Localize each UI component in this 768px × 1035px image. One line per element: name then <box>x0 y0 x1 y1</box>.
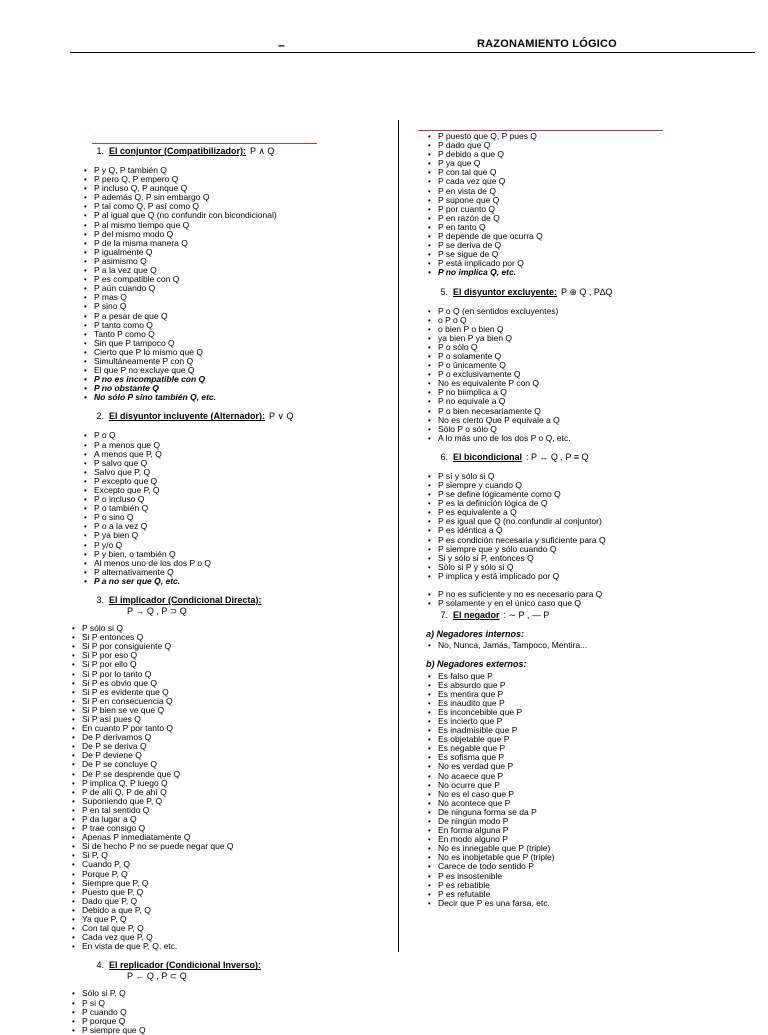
bicondicional-list <box>426 472 746 581</box>
list-item: • P mas Q <box>82 293 382 302</box>
list-item: • P es la definición lógica de Q <box>426 499 746 508</box>
list-item: • Si P por consiguiente Q <box>70 642 382 651</box>
column-divider <box>398 120 399 952</box>
list-item: • Si P es evidente que Q <box>70 688 382 697</box>
list-item: • P aún cuando Q <box>82 284 382 293</box>
list-item: • Salvo que P, Q <box>82 468 382 477</box>
section-number: 3. <box>96 595 104 606</box>
list-item: • Es inaudito que P <box>426 699 746 708</box>
list-item: • o P o Q <box>426 316 746 325</box>
list-item: • P trae consigo Q <box>70 824 382 833</box>
list-item: • ya bien P ya bien Q <box>426 334 746 343</box>
section-number: 4. <box>96 960 104 971</box>
list-item: • P sí y sólo si Q <box>426 472 746 481</box>
section-number: 2. <box>96 411 104 422</box>
list-item: • No, Nunca, Jamás, Tampoco, Mentira... <box>426 641 746 650</box>
negadores-internos-list <box>426 641 746 650</box>
list-item: • P o Q <box>82 431 382 440</box>
list-item: • Sólo P o sólo Q <box>426 425 746 434</box>
list-item: • En cuanto P por tanto Q <box>70 724 382 733</box>
list-item: • P implica y está implicado por Q <box>426 572 746 581</box>
list-item: • P sino Q <box>82 302 382 311</box>
list-item: • Es sofisma que P <box>426 753 746 762</box>
list-item: • A menos que P, Q <box>82 450 382 459</box>
list-item: • No es verdad que P <box>426 762 746 771</box>
list-item: • P o sólo Q <box>426 343 746 352</box>
list-item: • P incluso Q, P aunque Q <box>82 184 382 193</box>
list-item: • P es rebatible <box>426 881 746 890</box>
list-item: • No es cierto Que P equivale a Q <box>426 416 746 425</box>
list-item: • Carece de todo sentido P <box>426 862 746 871</box>
list-item: • P dado que Q <box>426 141 746 150</box>
list-item: • P ya que Q <box>426 159 746 168</box>
list-item: • En forma alguna P <box>426 826 746 835</box>
list-item: • De P se deriva Q <box>70 742 382 751</box>
list-item: • P en tal sentido Q <box>70 806 382 815</box>
list-item: • P además Q, P sin embargo Q <box>82 193 382 202</box>
list-item: • P se sigue de Q <box>426 250 746 259</box>
list-item: • Debido a que P, Q <box>70 906 382 915</box>
list-item: • No es el caso que P <box>426 790 746 799</box>
list-item: • P por cuanto Q <box>426 205 746 214</box>
list-item: • P o bien necesariamente Q <box>426 407 746 416</box>
list-item: • P siempre que Q <box>70 1026 382 1035</box>
list-item: • P se define lógicamente como Q <box>426 490 746 499</box>
section-formula: : P ↔ Q , P ≡ Q <box>526 451 589 462</box>
list-item: • Siempre que P, Q <box>70 879 382 888</box>
section-name: El disyuntor excluyente: <box>453 286 558 297</box>
list-item: • P da lugar a Q <box>70 815 382 824</box>
list-item: • P es igual que Q (no confundir al conjuntor) <box>426 517 746 526</box>
list-item: • P no obstante Q <box>82 384 382 393</box>
list-item: • Sin que P tampoco Q <box>82 339 382 348</box>
list-item: • Al menos uno de los dos P o Q <box>82 559 382 568</box>
list-item: • De P se desprende que Q <box>70 770 382 779</box>
list-item: • P al igual que Q (no confundir con bicondicional) <box>82 211 382 220</box>
list-item: • Es falso que P <box>426 672 746 681</box>
list-item: • P implica Q, P luego Q <box>70 779 382 788</box>
section-name: El replicador (Condicional Inverso): <box>109 960 262 971</box>
list-item: • Excepto que P, Q <box>82 486 382 495</box>
list-item: • P a pesar de que Q <box>82 312 382 321</box>
list-item: • Cuando P, Q <box>70 860 382 869</box>
list-item: • P a no ser que Q, etc. <box>82 577 382 586</box>
list-item: • P cuando Q <box>70 1008 382 1017</box>
list-item: • Ya que P, Q <box>70 915 382 924</box>
list-item: • P al mismo tiempo que Q <box>82 221 382 230</box>
list-item: • P supone que Q <box>426 196 746 205</box>
list-item: • Es mentira que P <box>426 690 746 699</box>
left-column <box>82 146 382 1035</box>
list-item: • P o también Q <box>82 504 382 513</box>
list-item: • o bien P o bien Q <box>426 325 746 334</box>
list-item: • Si de hecho P no se puede negar que Q <box>70 842 382 851</box>
list-item: • P sólo si Q <box>70 624 382 633</box>
list-item: • P o a la vez Q <box>82 522 382 531</box>
list-item: • P siempre que y sólo cuando Q <box>426 545 746 554</box>
list-item: • Dado que P, Q <box>70 897 382 906</box>
list-item: • P cada vez que Q <box>426 177 746 186</box>
section-number: 7. <box>440 610 448 621</box>
list-item: • Si P entonces Q <box>70 633 382 642</box>
list-item: • P salvo que Q <box>82 459 382 468</box>
list-item: • P con tal que Q <box>426 168 746 177</box>
list-item: • P siempre y cuando Q <box>426 481 746 490</box>
section-name: El disyuntor incluyente (Alternador): <box>109 411 266 422</box>
list-item: • P ya bien Q <box>82 531 382 540</box>
list-item: • Decir que P es una farsa, etc. <box>426 899 746 908</box>
list-item: • P en razón de Q <box>426 214 746 223</box>
list-item: • P es insostenible <box>426 872 746 881</box>
list-item: • P en tanto Q <box>426 223 746 232</box>
list-item: • Simultáneamente P con Q <box>82 357 382 366</box>
list-item: • Si P por eso Q <box>70 651 382 660</box>
list-item: • P excepto que Q <box>82 477 382 486</box>
list-item: • No es equivalente P con Q <box>426 379 746 388</box>
list-item: • P es idéntica a Q <box>426 526 746 535</box>
section-name: El conjuntor (Compatibilizador): <box>109 146 246 156</box>
list-item: • P o incluso Q <box>82 495 382 504</box>
list-item: • P igualmente Q <box>82 248 382 257</box>
list-item: • Es objetable que P <box>426 735 746 744</box>
list-item: • P o únicamente Q <box>426 361 746 370</box>
list-item: • De P deviene Q <box>70 751 382 760</box>
list-item: • Cierto que P lo mismo que Q <box>82 348 382 357</box>
list-item: • No acontece que P <box>426 799 746 808</box>
section-conjuntor-title <box>82 146 382 157</box>
list-item: • P no es suficiente y no es necesario para Q <box>426 590 746 599</box>
list-item: • Si P así pues Q <box>70 715 382 724</box>
list-item: • P no es incompatible con Q <box>82 375 382 384</box>
section-formula: : ∼ P , — P <box>503 610 550 621</box>
list-item: • Porque P, Q <box>70 870 382 879</box>
replicador-list-left <box>70 989 382 1034</box>
list-item: • De P se concluye Q <box>70 760 382 769</box>
list-item: • P de la misma manera Q <box>82 239 382 248</box>
list-item: • Apenas P inmediatamente Q <box>70 833 382 842</box>
list-item: • P es refutable <box>426 890 746 899</box>
section-number: 6. <box>440 451 448 462</box>
list-item: • P es condición necesaria y suficiente para Q <box>426 536 746 545</box>
list-item: • Si y sólo si P, entonces Q <box>426 554 746 563</box>
list-item: • P o Q (en sentidos excluyentes) <box>426 307 746 316</box>
header-dash: – <box>278 38 285 52</box>
section-name: El negador <box>453 610 500 621</box>
list-item: • P pero Q, P empero Q <box>82 175 382 184</box>
list-item: • De ningún modo P <box>426 817 746 826</box>
section-formula: P ∨ Q <box>269 411 294 422</box>
section-number: 1. <box>96 146 104 156</box>
list-item: • P no biimplica a Q <box>426 388 746 397</box>
section-formula: P ← Q , P ⊂ Q <box>127 971 187 982</box>
list-item: • Si P es obvio que Q <box>70 679 382 688</box>
list-item: • P se deriva de Q <box>426 241 746 250</box>
list-item: • A lo más uno de los dos P o Q, etc. <box>426 434 746 443</box>
section-formula: P ⊕ Q , P∆Q <box>561 286 613 297</box>
list-item: • P tal como Q, P así como Q <box>82 202 382 211</box>
section-formula: P ∧ Q <box>250 146 275 156</box>
list-item: • Con tal que P, Q <box>70 924 382 933</box>
list-item: • P del mismo modo Q <box>82 230 382 239</box>
list-item: • No es innegable que P (triple) <box>426 844 746 853</box>
list-item: • P depende de que ocurra Q <box>426 232 746 241</box>
list-item: • P está implicado por Q <box>426 259 746 268</box>
header-rule <box>70 52 755 53</box>
list-item: • Tanto P como Q <box>82 330 382 339</box>
right-column <box>426 132 746 908</box>
list-item: • P y Q, P también Q <box>82 166 382 175</box>
list-item: • P debido a que Q <box>426 150 746 159</box>
list-item: • P puesto que Q, P pues Q <box>426 132 746 141</box>
list-item: • P no equivale a Q <box>426 397 746 406</box>
list-item: • P es equivalente a Q <box>426 508 746 517</box>
list-item: • Si P en consecuencia Q <box>70 697 382 706</box>
list-item: • P y/o Q <box>82 541 382 550</box>
section-bicondicional-title <box>426 452 746 463</box>
section-name: El bicondicional <box>453 451 523 462</box>
list-item: • Es inadmisible que P <box>426 726 746 735</box>
bicondicional-extra-list <box>426 590 746 608</box>
list-item: • No sólo P sino también Q, etc. <box>82 393 382 402</box>
list-item: • De P derivamos Q <box>70 733 382 742</box>
list-item: • P solamente y en el único caso que Q <box>426 599 746 608</box>
list-item: • Es negable que P <box>426 744 746 753</box>
list-item: • P asimismo Q <box>82 257 382 266</box>
list-item: • P o solamente Q <box>426 352 746 361</box>
section-disyuntor-inc-title <box>82 411 382 422</box>
list-item: • En vista de que P, Q, etc. <box>70 942 382 951</box>
list-item: • Es absurdo que P <box>426 681 746 690</box>
list-item: • P o exclusivamente Q <box>426 370 746 379</box>
list-item: • P a menos que Q <box>82 441 382 450</box>
list-item: • P y bien, o también Q <box>82 550 382 559</box>
negadores-externos-list <box>426 672 746 908</box>
list-item: • P de allí Q, P de ahí Q <box>70 788 382 797</box>
list-item: • En modo alguno P <box>426 835 746 844</box>
conjuntor-list <box>82 166 382 402</box>
section-number: 5. <box>440 286 448 297</box>
list-item: • Si P por lo tanto Q <box>70 670 382 679</box>
implicador-list <box>70 624 382 951</box>
section-implicador-title <box>82 595 382 606</box>
negadores-externos-label: b) Negadores externos: <box>426 659 527 670</box>
list-item: • P o sino Q <box>82 513 382 522</box>
section-replicador-title <box>82 960 382 971</box>
replicador-list-right <box>426 132 746 278</box>
list-item: • Es inconcebible que P <box>426 708 746 717</box>
section-disyuntor-exc-title <box>426 287 746 298</box>
list-item: • Si P, Q <box>70 851 382 860</box>
list-item: • No acaece que P <box>426 772 746 781</box>
list-item: • P alternativamente Q <box>82 568 382 577</box>
disyuntor-exc-list <box>426 307 746 443</box>
list-item: • El que P no excluye que Q <box>82 366 382 375</box>
list-item: • Sólo si P y sólo si Q <box>426 563 746 572</box>
list-item: • Es incierto que P <box>426 717 746 726</box>
page-title: RAZONAMIENTO LÓGICO <box>477 38 617 50</box>
list-item: • P porque Q <box>70 1017 382 1026</box>
list-item: • P a la vez que Q <box>82 266 382 275</box>
list-item: • No ocurre que P <box>426 781 746 790</box>
list-item: • P es compatible con Q <box>82 275 382 284</box>
list-item: • Si P por ello Q <box>70 660 382 669</box>
list-item: • P tanto como Q <box>82 321 382 330</box>
list-item: • De ninguna forma se da P <box>426 808 746 817</box>
red-rule-left <box>92 143 317 144</box>
list-item: • P si Q <box>70 999 382 1008</box>
list-item: • Si P bien se ve que Q <box>70 706 382 715</box>
disyuntor-inc-list <box>82 431 382 586</box>
list-item: • P en vista de Q <box>426 187 746 196</box>
section-formula: P → Q , P ⊃ Q <box>127 606 187 617</box>
list-item: • Suponiendo que P, Q <box>70 797 382 806</box>
list-item: • Puesto que P, Q <box>70 888 382 897</box>
negadores-internos-label: a) Negadores internos: <box>426 629 525 640</box>
list-item: • Cada vez que P, Q <box>70 933 382 942</box>
section-name: El implicador (Condicional Directa): <box>109 595 262 606</box>
list-item: • P no implica Q, etc. <box>426 268 746 277</box>
list-item: • No es inobjetable que P (triple) <box>426 853 746 862</box>
list-item: • Sólo si P, Q <box>70 989 382 998</box>
section-negador-title <box>426 610 746 621</box>
